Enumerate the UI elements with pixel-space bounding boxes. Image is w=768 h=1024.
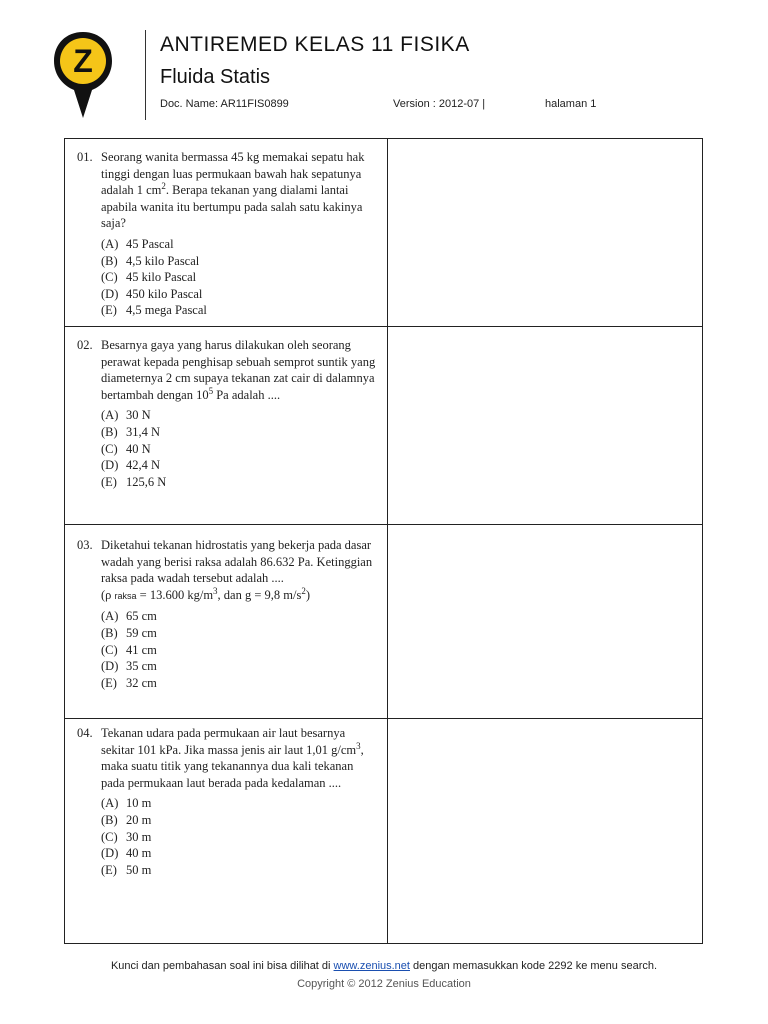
- zenius-link[interactable]: www.zenius.net: [333, 960, 410, 972]
- option-d[interactable]: (D) 42,4 N: [101, 458, 161, 473]
- question-table: [64, 138, 703, 944]
- option-a[interactable]: (A) 65 cm: [101, 609, 157, 624]
- header-divider: [145, 30, 146, 120]
- option-b[interactable]: (B) 31,4 N: [101, 424, 161, 439]
- question-row: [65, 139, 702, 327]
- option-b[interactable]: (B) 59 cm: [101, 625, 157, 640]
- question-row: [65, 719, 702, 943]
- given-values: (ρ raksa = 13.600 $kg/m^3$, dan g = 9,8 $m/s^2$): [101, 585, 311, 602]
- option-b[interactable]: (B) 20 m: [101, 812, 152, 827]
- question-3: [77, 537, 377, 691]
- question-number: 02.: [77, 338, 93, 352]
- option-a[interactable]: (A) 45 Pascal: [101, 236, 174, 251]
- question-number: 03.: [77, 538, 93, 552]
- footer-note: Kunci dan pembahasan soal ini bisa dilihat di www.zenius.net dengan memasukkan kode 2292 ke menu search.: [110, 960, 658, 972]
- option-list: [101, 236, 377, 319]
- logo-letter: Z: [73, 43, 93, 79]
- question-row: [65, 327, 702, 525]
- option-c[interactable]: (C) 41 cm: [101, 642, 157, 657]
- option-c[interactable]: (C) 40 N: [101, 441, 151, 456]
- doc-version: Version : 2012-07 |: [393, 98, 486, 110]
- page-subtitle: Fluida Statis: [160, 66, 271, 88]
- option-list: [101, 608, 377, 691]
- option-e[interactable]: (E) 4,5 mega Pascal: [101, 303, 207, 318]
- page-number: halaman 1: [545, 98, 597, 110]
- question-text: Diketahui tekanan hidrostatis yang bekerja pada dasar wadah yang berisi raksa adalah 86.632 Pa. Ketinggian raksa pada wadah tersebut adalah ....: [101, 538, 373, 586]
- question-number: 04.: [77, 726, 93, 740]
- option-b[interactable]: (B) 4,5 kilo Pascal: [101, 253, 200, 268]
- copyright: Copyright © 2012 Zenius Education: [297, 978, 471, 990]
- zenius-logo: [52, 30, 114, 120]
- option-list: [101, 795, 377, 878]
- question-text: Tekanan udara pada permukaan air laut besarnya sekitar 101 kPa. Jika massa jenis air laut 1,01 $g/cm^3$, maka suatu titik yang tekanannya dua kali tekanan pada permukaan laut berada pada kedalaman ....: [101, 726, 364, 790]
- question-number: 01.: [77, 150, 93, 164]
- doc-name: Doc. Name: AR11FIS0899: [160, 98, 289, 110]
- question-row: [65, 525, 702, 719]
- option-c[interactable]: (C) 45 kilo Pascal: [101, 270, 197, 285]
- option-d[interactable]: (D) 450 kilo Pascal: [101, 286, 203, 301]
- question-text: Seorang wanita bermassa 45 kg memakai sepatu hak tinggi dengan luas permukaan bawah hak sepatunya adalah 1 $cm^2$. Berapa tekanan yang dialami lantai apabila wanita itu bertumpu pada salah satu kakinya saja?: [101, 150, 365, 231]
- option-d[interactable]: (D) 40 m: [101, 846, 152, 861]
- option-e[interactable]: (E) 50 m: [101, 862, 152, 877]
- question-1: [77, 149, 377, 319]
- option-e[interactable]: (E) 32 cm: [101, 675, 157, 690]
- question-2: [77, 337, 377, 490]
- option-list: [101, 407, 377, 490]
- option-a[interactable]: (A) 30 N: [101, 408, 151, 423]
- option-a[interactable]: (A) 10 m: [101, 796, 152, 811]
- option-e[interactable]: (E) 125,6 N: [101, 474, 167, 489]
- option-d[interactable]: (D) 35 cm: [101, 659, 157, 674]
- option-c[interactable]: (C) 30 m: [101, 829, 152, 844]
- page-title: ANTIREMED KELAS 11 FISIKA: [160, 33, 470, 56]
- question-text: Besarnya gaya yang harus dilakukan oleh seorang perawat kepada penghisap sebuah semprot suntik yang diameternya 2 cm supaya tekanan zat cair di dalamnya bertambah dengan $10^5$ Pa adalah ....: [101, 338, 376, 402]
- question-4: [77, 725, 377, 878]
